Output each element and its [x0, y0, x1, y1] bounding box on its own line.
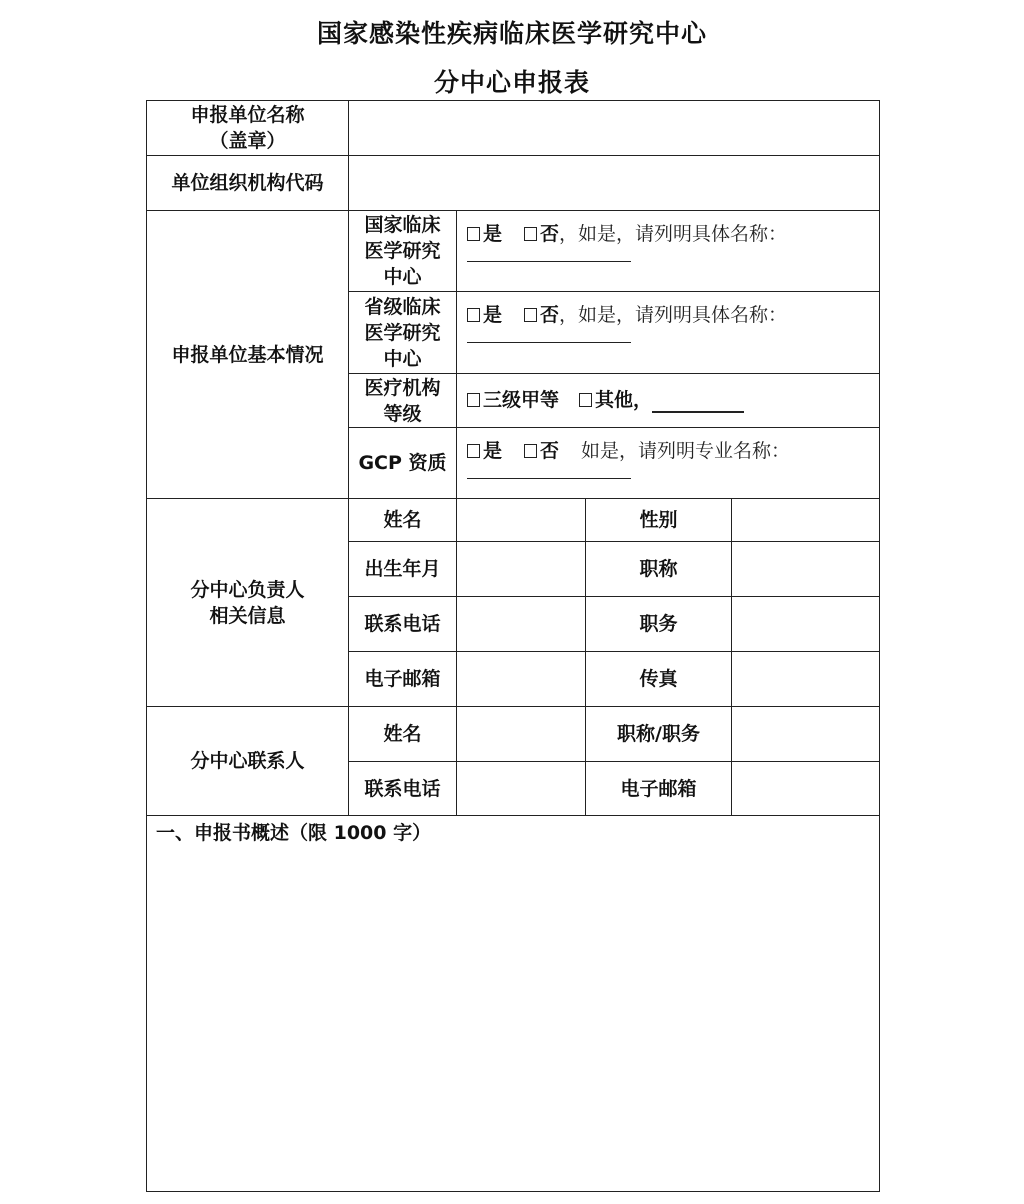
contact-email-field[interactable]: [732, 762, 880, 816]
grade-other-checkbox[interactable]: [579, 393, 592, 407]
org-code-field[interactable]: [349, 156, 880, 211]
national-center-label-line2: 医学研究: [364, 240, 441, 262]
grade-3a-label: 三级甲等: [483, 389, 560, 411]
head-name-label: 姓名: [349, 499, 457, 542]
unit-name-label: [147, 101, 349, 156]
provincial-no-checkbox[interactable]: [524, 308, 537, 322]
national-yes-label: 是: [483, 223, 503, 245]
head-position-field[interactable]: [732, 597, 880, 652]
head-phone-field[interactable]: [457, 597, 586, 652]
head-position-label: 职务: [586, 597, 732, 652]
gcp-label: GCP 资质: [349, 428, 457, 499]
hospital-grade-options: [457, 374, 880, 428]
application-form-table: [146, 100, 880, 1192]
summary-section[interactable]: [147, 816, 880, 1192]
page-title: 国家感染性疾病临床医学研究中心: [316, 19, 707, 48]
head-email-field[interactable]: [457, 652, 586, 707]
gcp-yes-label: 是: [483, 440, 503, 462]
head-fax-field[interactable]: [732, 652, 880, 707]
head-gender-label: 性别: [586, 499, 732, 542]
contact-name-field[interactable]: [457, 707, 586, 762]
head-name-field[interactable]: [457, 499, 586, 542]
unit-name-label-line1: 申报单位名称: [190, 104, 305, 126]
hospital-grade-label-line1: 医疗机构: [364, 376, 441, 399]
head-phone-label: 联系电话: [349, 597, 457, 652]
national-no-checkbox[interactable]: [524, 227, 537, 241]
provincial-center-options: [457, 292, 880, 374]
unit-name-field[interactable]: [349, 101, 880, 156]
gcp-no-checkbox[interactable]: [524, 444, 537, 458]
national-name-blank[interactable]: [467, 247, 631, 262]
gcp-yes-checkbox[interactable]: [467, 444, 480, 458]
head-fax-label: 传真: [586, 652, 732, 707]
national-center-options: [457, 211, 880, 292]
head-info-label-line2: 相关信息: [209, 604, 286, 627]
contact-name-label: 姓名: [349, 707, 457, 762]
national-center-label: [349, 211, 457, 292]
contact-title-position-field[interactable]: [732, 707, 880, 762]
page-subtitle: 分中心申报表: [433, 68, 590, 97]
provincial-note: ，如是，请列明具体名称：: [559, 304, 788, 326]
head-birth-field[interactable]: [457, 542, 586, 597]
grade-3a-checkbox[interactable]: [467, 393, 480, 407]
provincial-name-blank[interactable]: [467, 328, 631, 343]
grade-other-blank[interactable]: [652, 391, 744, 413]
head-title-field[interactable]: [732, 542, 880, 597]
provincial-center-label-line2: 医学研究: [364, 321, 441, 344]
head-info-label: [147, 499, 349, 707]
national-center-label-line1: 国家临床: [364, 214, 441, 236]
provincial-yes-checkbox[interactable]: [467, 308, 480, 322]
gcp-note: 如是，请列明专业名称：: [581, 440, 791, 462]
provincial-center-label-line1: 省级临床: [364, 295, 441, 318]
contact-label: 分中心联系人: [147, 707, 349, 816]
basic-info-label: 申报单位基本情况: [147, 211, 349, 499]
provincial-center-label-line3: 中心: [383, 347, 422, 370]
unit-name-label-line2: （盖章）: [209, 130, 286, 152]
national-yes-checkbox[interactable]: [467, 227, 480, 241]
head-gender-field[interactable]: [732, 499, 880, 542]
hospital-grade-label: [349, 374, 457, 428]
org-code-label: 单位组织机构代码: [147, 156, 349, 211]
national-no-label: 否: [540, 223, 560, 245]
contact-email-label: 电子邮箱: [586, 762, 732, 816]
contact-phone-field[interactable]: [457, 762, 586, 816]
provincial-center-label: [349, 292, 457, 374]
gcp-no-label: 否: [540, 440, 560, 462]
national-note: ，如是，请列明具体名称：: [559, 223, 788, 245]
provincial-yes-label: 是: [483, 304, 503, 326]
hospital-grade-label-line2: 等级: [383, 402, 422, 425]
gcp-options: [457, 428, 880, 499]
gcp-name-blank[interactable]: [467, 464, 631, 479]
grade-other-label: 其他，: [595, 389, 653, 411]
head-title-label: 职称: [586, 542, 732, 597]
contact-title-position-label: 职称/职务: [586, 707, 732, 762]
summary-label: 一、申报书概述（限 1000 字）: [156, 822, 432, 844]
provincial-no-label: 否: [540, 304, 560, 326]
head-email-label: 电子邮箱: [349, 652, 457, 707]
national-center-label-line3: 中心: [383, 266, 422, 288]
contact-phone-label: 联系电话: [349, 762, 457, 816]
head-info-label-line1: 分中心负责人: [190, 578, 305, 601]
head-birth-label: 出生年月: [349, 542, 457, 597]
